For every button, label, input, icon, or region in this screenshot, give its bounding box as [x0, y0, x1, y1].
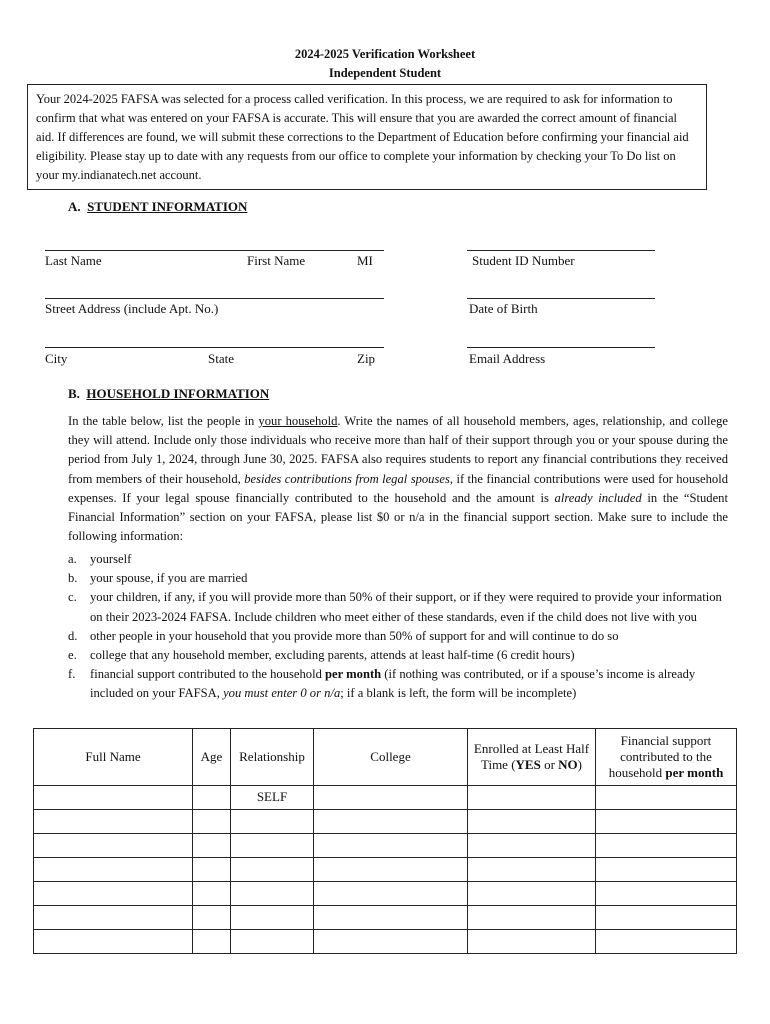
list-item	[68, 588, 728, 626]
instructions-text-1: In the table below, list the people in	[68, 414, 259, 428]
list-item-text: college that any household member, excluding parents, attends at least half-time (6 credit hours)	[90, 648, 575, 663]
support-cell[interactable]	[596, 858, 737, 882]
document-subtitle: Independent Student	[328, 66, 442, 80]
verification-notice: Your 2024-2025 FAFSA was selected for a process called verification. In this process, we are required to ask for information to confirm that what was entered on your FAFSA is accurate. This will ensure that you are awarded the correct amount of financial aid. If differences are found, we will submit these corrections to the Department of Education before confirming your financial aid eligibility. Please stay up to date with any requests from our office to complete your information by checking your To Do list on your my.indianatech.net account.	[27, 84, 707, 190]
col-age: Age	[193, 729, 231, 786]
required-info-list	[68, 550, 728, 704]
student-id-line[interactable]	[467, 250, 655, 251]
support-cell[interactable]	[596, 834, 737, 858]
col-financial-support	[596, 729, 737, 786]
college-cell[interactable]	[314, 834, 468, 858]
enrolled-text: Enrolled at Least Half Time (	[473, 741, 590, 772]
college-cell[interactable]	[314, 930, 468, 954]
relationship-cell[interactable]	[231, 930, 314, 954]
dob-label: Date of Birth	[469, 301, 538, 316]
list-marker: f.	[68, 667, 76, 682]
enrolled-cell[interactable]	[468, 858, 596, 882]
support-cell[interactable]	[596, 810, 737, 834]
section-b-heading	[68, 386, 269, 402]
last-name-label: Last Name	[45, 253, 102, 268]
list-item-text: your children, if any, if you will provide more than 50% of their support, or if they were required to provide your information on their 2023-2024 FAFSA. Include children who meet either of these standards, even if the child does not live with you	[90, 590, 722, 624]
instructions-text-3: , if the financial contributions were used for household expenses. If your legal spouse financially contributed to the household and the amount is	[68, 471, 729, 505]
age-cell[interactable]	[193, 858, 231, 882]
enrolled-cell[interactable]	[468, 810, 596, 834]
list-item	[68, 627, 728, 646]
section-b-title: HOUSEHOLD INFORMATION	[86, 386, 270, 401]
mi-label: MI	[357, 253, 373, 268]
full-name-cell[interactable]	[34, 810, 193, 834]
table-row	[34, 810, 737, 834]
document-title: 2024-2025 Verification Worksheet	[294, 47, 476, 61]
street-address-line[interactable]	[45, 298, 384, 299]
list-item-text: other people in your household that you provide more than 50% of support for and will continue to do so	[90, 628, 619, 643]
city-label: City	[45, 351, 68, 366]
full-name-cell[interactable]	[34, 906, 193, 930]
relationship-cell[interactable]	[231, 834, 314, 858]
relationship-cell-self: SELF	[231, 786, 314, 810]
list-item-text: financial support contributed to the household	[90, 667, 326, 682]
full-name-cell[interactable]	[34, 858, 193, 882]
enrolled-close: )	[577, 757, 583, 772]
table-header-row	[34, 729, 737, 786]
list-marker: a.	[68, 552, 77, 566]
enrolled-cell[interactable]	[468, 786, 596, 810]
section-a-title: STUDENT INFORMATION	[87, 199, 248, 214]
section-a-heading	[68, 199, 247, 215]
enrolled-cell[interactable]	[468, 882, 596, 906]
list-marker: b.	[68, 571, 78, 586]
instructions-italic-2: already included	[554, 490, 642, 505]
dob-line[interactable]	[467, 298, 655, 299]
section-a-letter: A.	[68, 199, 81, 214]
col-enrolled-half-time	[468, 729, 596, 786]
list-item-italic: you must enter 0 or n/a	[223, 686, 341, 701]
table-row	[34, 786, 737, 810]
instructions-text-2: . Write the names of all household members, ages, relationship, and college they will attend. Include only those individuals who receive more than half of their support through you or your spouse during the period from July 1, 2024, through June 30, 2025. FAFSA also requires students to report any financial contributions they received from members of their household,	[68, 414, 728, 486]
college-cell[interactable]	[314, 810, 468, 834]
table-row	[34, 858, 737, 882]
list-item-text: (if nothing was contributed, or if a spouse’s income is already included on your FAFSA,	[90, 667, 696, 701]
list-item	[68, 665, 728, 703]
table-row	[34, 882, 737, 906]
relationship-cell[interactable]	[231, 810, 314, 834]
full-name-cell[interactable]	[34, 786, 193, 810]
col-full-name: Full Name	[34, 729, 193, 786]
list-item-text: ; if a blank is left, the form will be incomplete)	[340, 686, 577, 701]
your-household-underlined: your household	[258, 414, 338, 428]
list-item	[68, 569, 728, 588]
enrolled-or: or	[540, 757, 559, 772]
list-marker: e.	[68, 648, 77, 663]
instructions-text-4: in the “Student Financial Information” section on your FAFSA, please list $0 or n/a in the financial support section. Make sure to include the following information:	[68, 490, 728, 544]
col-relationship: Relationship	[231, 729, 314, 786]
support-text: Financial support contributed to the household	[608, 733, 712, 780]
list-item-text: yourself	[90, 552, 132, 566]
support-per-month: per month	[665, 765, 724, 780]
table-row	[34, 906, 737, 930]
full-name-cell[interactable]	[34, 834, 193, 858]
section-b-letter: B.	[68, 386, 80, 401]
support-cell[interactable]	[596, 906, 737, 930]
full-name-cell[interactable]	[34, 882, 193, 906]
first-name-label: First Name	[247, 253, 306, 268]
age-cell[interactable]	[193, 930, 231, 954]
relationship-cell[interactable]	[231, 906, 314, 930]
list-marker: d.	[68, 628, 78, 643]
college-cell[interactable]	[314, 882, 468, 906]
table-row	[34, 834, 737, 858]
enrolled-cell[interactable]	[468, 930, 596, 954]
list-item-bold: per month	[325, 667, 382, 682]
age-cell[interactable]	[193, 810, 231, 834]
support-cell[interactable]	[596, 930, 737, 954]
list-marker: c.	[68, 590, 77, 605]
col-college: College	[314, 729, 468, 786]
list-item-text: your spouse, if you are married	[90, 571, 248, 586]
age-cell[interactable]	[193, 786, 231, 810]
table-row	[34, 930, 737, 954]
email-label: Email Address	[469, 351, 546, 366]
enrolled-no: NO	[558, 757, 578, 772]
age-cell[interactable]	[193, 906, 231, 930]
list-item	[68, 550, 728, 569]
household-table	[33, 728, 737, 954]
household-instructions	[68, 412, 728, 546]
list-item	[68, 646, 728, 665]
enrolled-yes: YES	[515, 757, 541, 772]
email-line[interactable]	[467, 347, 655, 348]
zip-label: Zip	[357, 351, 376, 366]
street-address-label: Street Address (include Apt. No.)	[45, 301, 219, 316]
student-id-label: Student ID Number	[472, 253, 575, 268]
age-cell[interactable]	[193, 882, 231, 906]
support-cell[interactable]	[596, 786, 737, 810]
enrolled-cell[interactable]	[468, 906, 596, 930]
full-name-cell[interactable]	[34, 930, 193, 954]
college-cell[interactable]	[314, 906, 468, 930]
name-line[interactable]	[45, 250, 384, 251]
relationship-cell[interactable]	[231, 882, 314, 906]
relationship-cell[interactable]	[231, 858, 314, 882]
college-cell[interactable]	[314, 858, 468, 882]
instructions-italic-1: besides contributions from legal spouses	[244, 471, 450, 486]
state-label: State	[208, 351, 234, 366]
enrolled-cell[interactable]	[468, 834, 596, 858]
age-cell[interactable]	[193, 834, 231, 858]
college-cell[interactable]	[314, 786, 468, 810]
city-state-zip-line[interactable]	[45, 347, 384, 348]
support-cell[interactable]	[596, 882, 737, 906]
